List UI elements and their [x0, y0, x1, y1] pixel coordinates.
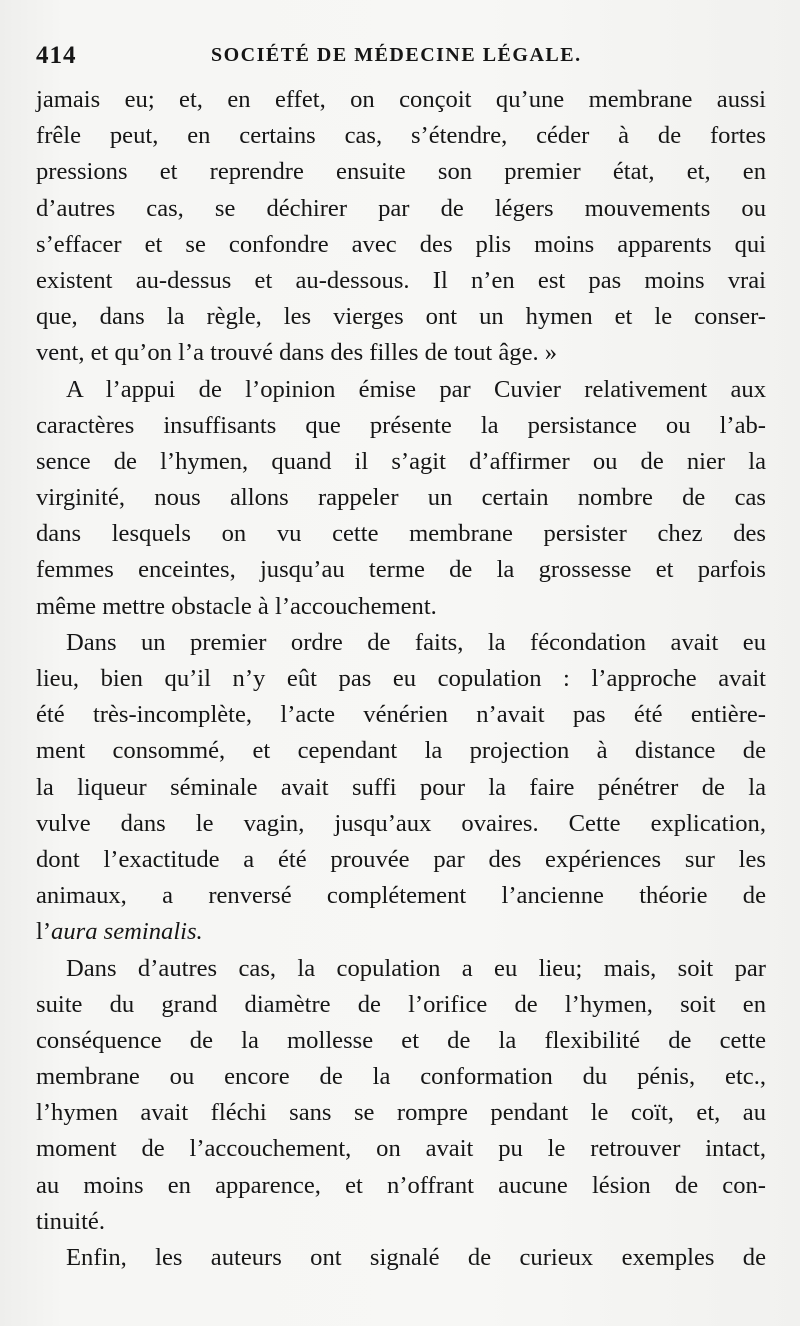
text-line: pressions et reprendre ensuite son premier état, et, en	[36, 158, 766, 186]
text-line: lieu, bien qu’il n’y eût pas eu copulation : l’approche avait	[36, 665, 766, 692]
body-text	[36, 82, 766, 1276]
italic-phrase: aura seminalis.	[51, 918, 203, 946]
text-line: moment de l’accouchement, on avait pu le retrouver intact,	[36, 1135, 766, 1163]
text-line: Dans d’autres cas, la copulation a eu lieu; mais, soit par	[66, 954, 766, 982]
text-line: caractères insuffisants que présente la persistance ou l’ab-	[36, 411, 766, 439]
text-line: l’hymen avait fléchi sans se rompre pendant le coït, et, au	[36, 1099, 766, 1127]
text-line: s’effacer et se confondre avec des plis moins apparents qui	[36, 230, 766, 258]
text-line: suite du grand diamètre de l’orifice de l’hymen, soit en	[36, 990, 766, 1018]
text-line: A l’appui de l’opinion émise par Cuvier relativement aux	[66, 375, 766, 403]
text-line: membrane ou encore de la conformation du pénis, etc.,	[36, 1063, 766, 1091]
text-line: au moins en apparence, et n’offrant aucune lésion de con-	[36, 1171, 766, 1199]
text-line: même mettre obstacle à l’accouchement.	[36, 592, 437, 620]
page-number: 414	[36, 42, 77, 69]
text-line: existent au-dessus et au-dessous. Il n’en est pas moins vrai	[36, 266, 766, 294]
text-line: été très-incomplète, l’acte vénérien n’avait pas été entière-	[36, 701, 766, 729]
text-line: dont l’exactitude a été prouvée par des expériences sur les	[36, 845, 766, 873]
text-line: frêle peut, en certains cas, s’étendre, céder à de fortes	[36, 122, 766, 150]
text-line: la liqueur séminale avait suffi pour la faire pénétrer de la	[36, 773, 766, 801]
text-line: Dans un premier ordre de faits, la fécondation avait eu	[66, 628, 766, 656]
text-line: virginité, nous allons rappeler un certain nombre de cas	[36, 484, 766, 512]
text-line: Enfin, les auteurs ont signalé de curieux exemples de	[66, 1244, 766, 1271]
text-fragment: l’	[36, 918, 52, 946]
text-line: d’autres cas, se déchirer par de légers mouvements ou	[36, 194, 766, 222]
text-line: vulve dans le vagin, jusqu’aux ovaires. Cette explication,	[36, 809, 766, 837]
text-line: tinuité.	[36, 1207, 105, 1235]
text-line: que, dans la règle, les vierges ont un hymen et le conser-	[36, 303, 766, 331]
text-line: ment consommé, et cependant la projection à distance de	[36, 737, 766, 765]
text-line: femmes enceintes, jusqu’au terme de la grossesse et parfois	[36, 556, 766, 584]
text-line: sence de l’hymen, quand il s’agit d’affirmer ou de nier la	[36, 447, 766, 475]
text-line: vent, et qu’on l’a trouvé dans des filles de tout âge. »	[36, 339, 558, 367]
text-line: conséquence de la mollesse et de la flexibilité de cette	[36, 1026, 766, 1054]
text-line: jamais eu; et, en effet, on conçoit qu’une membrane aussi	[36, 86, 766, 113]
text-line-italic	[36, 914, 766, 950]
running-head: SOCIÉTÉ DE MÉDECINE LÉGALE.	[211, 44, 582, 66]
text-line: dans lesquels on vu cette membrane persister chez des	[36, 520, 766, 548]
page-header	[36, 40, 766, 76]
text-line: animaux, a renversé complétement l’ancienne théorie de	[36, 882, 766, 910]
